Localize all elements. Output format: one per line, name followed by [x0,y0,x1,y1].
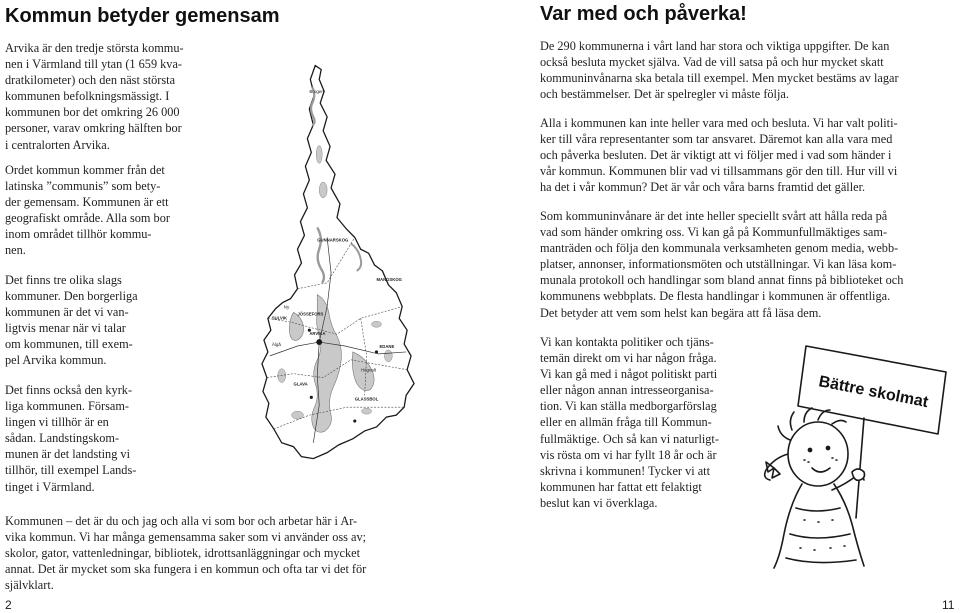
intro-paragraph [5,40,184,153]
left-page-title: Kommun betyder gemensam [5,5,280,27]
map-label-glassbol: GLASSBOL [354,396,379,402]
map-label-glava: GLAVA [293,381,308,387]
text-line: Som kommuninvånare är det inte heller speciellt svårt att hålla reda på [540,209,888,223]
text-line: der gemensam. Kommunen är ett [5,195,169,210]
text-line: dratkilometer) och den näst största [5,73,176,88]
text-line: eller en allmän fråga till Kommun- [540,415,712,430]
map-label-gunnarskog: GUNNARSKOG [317,237,349,243]
text-line: fullmäktige. Och så kan vi naturligt- [540,431,719,446]
sign-text: Bättre skolmat [817,373,930,412]
map-label-alga: Älgå [271,342,281,347]
map-label-edane: EDANE [379,343,395,349]
text-line: nen. [5,243,26,258]
text-line: munala protokoll och handlingar som bland annat finns på biblioteket och [540,273,904,288]
text-line: Det finns tre olika slags [5,273,122,287]
text-line: eller någon annan intresseorganisa- [540,383,714,398]
text-line: i centralorten Arvika. [5,137,110,152]
text-line: manträden och följa den kommunala verksamheten genom media, webb- [540,241,899,256]
text-line: Det betyder att vem som helst kan begära att få läsa dem. [540,305,822,320]
tasks-paragraph [540,38,899,102]
text-line: beslut kan vi överklaga. [540,495,658,510]
map-label-arvika: ARVIKA [309,331,326,337]
text-line: Det finns också den kyrk- [5,383,133,397]
municipality-map [258,58,416,476]
text-line: De 290 kommunerna i vårt land har stora och viktiga uppgifter. De kan [540,39,890,53]
text-line: ha det i vår kommun? Det är vår och våra barns framtid det gäller. [540,180,866,195]
text-line: kommuninvånarna ska betala till exempel. Men mycket bestäms av lagar [540,71,899,86]
text-line: pel Arvika kommun. [5,353,107,368]
map-label-jossefors: JÖSSEFORS [297,311,324,317]
closing-paragraph [5,513,366,593]
text-line: kommunen bor det omkring 26 000 [5,105,180,120]
lake [362,408,372,414]
text-line: personer, varav omkring hälften bor [5,121,182,136]
text-line: nen i Värmland till ytan (1 659 kva- [5,57,183,72]
church-municipality-paragraph [5,382,136,495]
town-arvika [316,339,322,345]
girl-with-sign-illustration [752,322,960,586]
text-line: Kommunen – det är du och jag och alla vi som bor och arbetar här i Ar- [5,514,358,528]
page-number-left: 2 [5,598,12,612]
text-line: skolor, gator, vattenledningar, bibliotek, idrottsanläggningar och mycket [5,546,361,561]
text-line: om kommunen, till exem- [5,337,133,352]
lake [372,321,382,327]
girl-hand [852,469,865,480]
girl-head [788,422,848,486]
text-line: latinska ”communis” som bety- [5,179,161,194]
lake [319,182,327,198]
girl-dress [774,484,864,568]
text-line: kommuner. Den borgerliga [5,289,138,304]
text-line: Arvika är den tredje största kommu- [5,41,184,55]
girl-eye [808,448,811,451]
girl-eye [826,446,829,449]
lake [316,146,322,164]
text-line: självklart. [5,578,54,593]
municipality-types-paragraph [5,272,138,369]
text-line: annat. Det är mycket som ska fungera i en kommun och ofta tar vi det för [5,562,367,577]
text-line: tillhör, till exempel Lands- [5,463,137,478]
text-line: kommunen har fattat ett felaktigt [540,479,702,494]
map-label-ny: Ny [283,304,290,310]
text-line: ligtvis menar när vi talar [5,321,126,336]
text-line: Vi kan gå med i något politiskt parti [540,367,718,382]
sign-stick [856,418,864,518]
girl-dress-dots [800,520,845,550]
text-line: lingen vi tillhör är en [5,415,109,430]
map-label-brogen: Brogen [309,89,324,95]
map-label-mangskog: MANGSKOG [376,276,402,282]
town-glava [310,396,313,399]
text-line: geografiskt område. Alla som bor [5,211,170,226]
text-line: skrivna i kommunen! Tycker vi att [540,463,711,478]
text-line: ker till våra representanter som tar ansvaret. Däremot kan alla vara med [540,132,893,147]
map-label-sulvik: SULVIK [271,315,288,321]
representatives-paragraph [540,115,898,195]
map-outline [262,66,414,459]
text-line: kommunen befolkningsmässigt. I [5,89,170,104]
text-line: kommunens webbplats. De flesta handlingar i kommunen är offentliga. [540,289,891,304]
town-edane [375,350,378,353]
right-page-title: Var med och påverka! [540,3,747,25]
text-line: Vi kan kontakta politiker och tjäns- [540,335,714,349]
text-line: platser, annonser, informationsmöten och utställningar. Vi kan läsa kom- [540,257,897,272]
text-line: också besluta mycket själva. Vad de vill satsa på och hur mycket skatt [540,55,884,70]
text-line: vis rösta om vi har fyllt 18 år och är [540,447,717,462]
lake [292,411,304,419]
text-line: vika kommun. Vi har många gemensamma saker som vi använder oss av; [5,530,367,545]
text-line: och bestämmelser. Det är spelregler vi måste följa. [540,87,789,102]
text-line: liga kommunen. Försam- [5,399,129,414]
follow-along-paragraph [540,208,903,321]
girl-dress-stripes [786,508,856,563]
text-line: och påverka besluten. Det är viktigt att vi följer med i vad som händer i [540,148,892,163]
text-line: kommunen är det vi van- [5,305,129,320]
etymology-paragraph [5,162,170,259]
text-line: temän direkt om vi har någon fråga. [540,351,717,366]
lake [384,350,392,362]
town-glassbol [353,419,356,422]
text-line: Ordet kommun kommer från det [5,163,165,177]
text-line: inom området tillhör kommu- [5,227,152,242]
text-line: tion. Vi kan ställa medborgarförslag [540,399,717,414]
text-line: sådan. Landstingskom- [5,431,120,446]
text-line: tinget i Värmland. [5,479,95,494]
text-line: Alla i kommunen kan inte heller vara med och besluta. Vi har valt politi- [540,116,898,130]
text-line: vår kommun. Kommunen blir vad vi tillsammans gör den till. Hur vill vi [540,164,898,179]
page-number-right: 11 [942,598,955,612]
map-label-hogvalt: Högvalt [360,367,377,373]
girl-bow [766,462,780,478]
contact-paragraph [540,334,719,511]
text-line: vad som händer omkring oss. Vi kan gå på Kommunfullmäktiges sam- [540,225,888,240]
text-line: munen är det landsting vi [5,447,130,462]
